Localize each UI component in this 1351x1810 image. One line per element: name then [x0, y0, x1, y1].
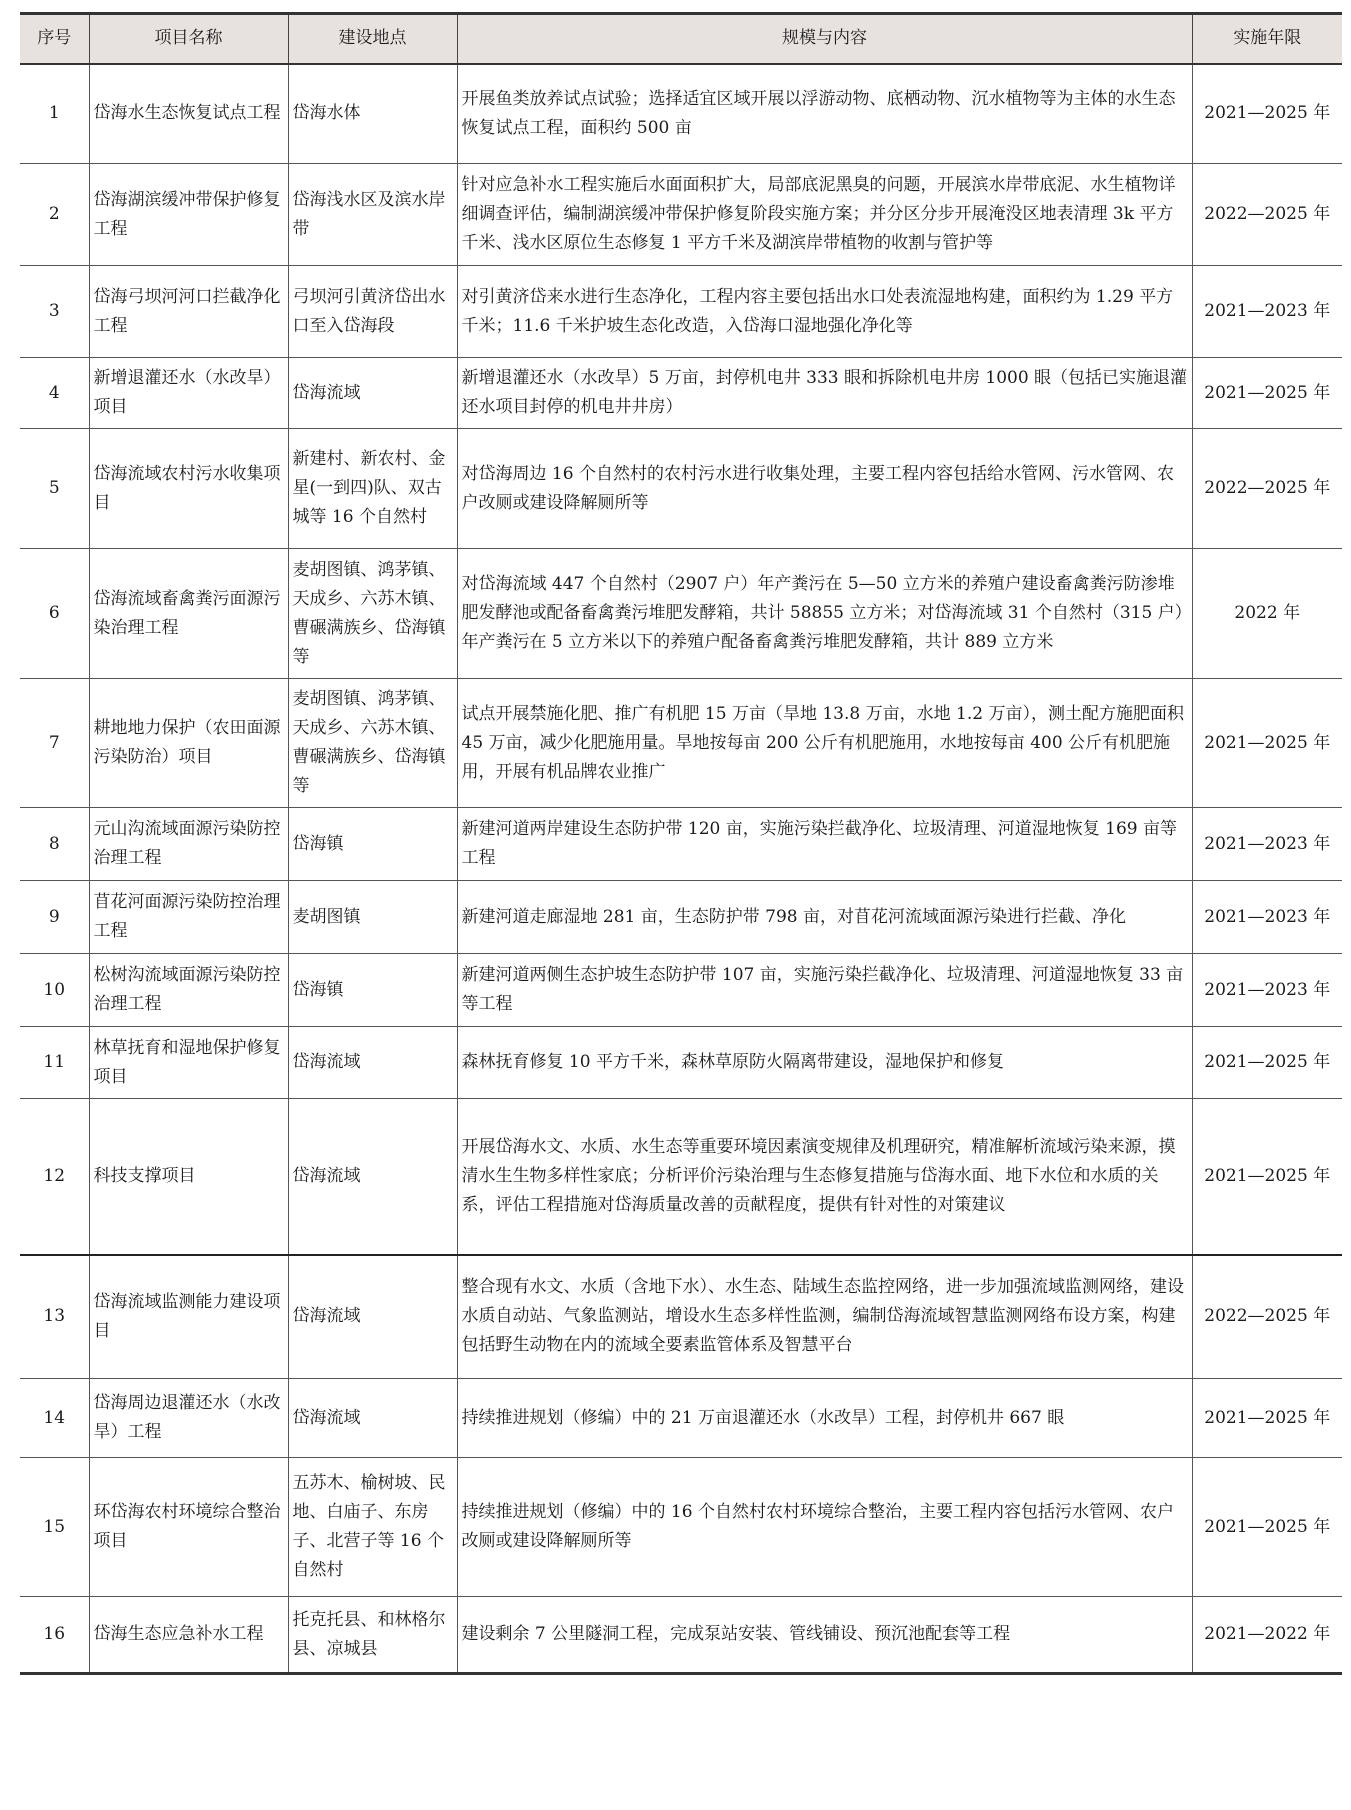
cell-period: 2021—2023 年: [1192, 266, 1342, 358]
cell-period: 2021—2025 年: [1192, 358, 1342, 429]
cell-content: 整合现有水文、水质（含地下水）、水生态、陆域生态监控网络，进一步加强流域监测网络，建设水质自动站、气象监测站，增设水生态多样性监测，编制岱海流域智慧监测网络布设方案，构建包括野生动物在内的流域全要素监管体系及智慧平台: [457, 1255, 1192, 1379]
cell-content: 试点开展禁施化肥、推广有机肥 15 万亩（旱地 13.8 万亩，水地 1.2 万亩），测土配方施肥面积 45 万亩，减少化肥施用量。旱地按每亩 200 公斤有机肥施用，水地按每亩 400 公斤有机肥施用，开展有机品牌农业推广: [457, 679, 1192, 808]
cell-content: 对岱海流域 447 个自然村（2907 户）年产粪污在 5—50 立方米的养殖户建设畜禽粪污防渗堆肥发酵池或配备畜禽粪污堆肥发酵箱，共计 58855 立方米；对岱海流域 31 个自然村（315 户）年产粪污在 5 立方米以下的养殖户配备畜禽粪污堆肥发酵箱，共计 889 立方米: [457, 549, 1192, 679]
cell-location: 岱海水体: [288, 64, 457, 164]
table-row: [20, 1027, 1342, 1099]
cell-content: 新建河道走廊湿地 281 亩，生态防护带 798 亩，对苜花河流域面源污染进行拦截、净化: [457, 881, 1192, 954]
cell-period: 2022 年: [1192, 549, 1342, 679]
table-row: [20, 64, 1342, 164]
cell-seq: 8: [20, 808, 89, 881]
cell-period: 2021—2025 年: [1192, 64, 1342, 164]
table-row: [20, 1597, 1342, 1674]
cell-content: 建设剩余 7 公里隧洞工程，完成泵站安装、管线铺设、预沉池配套等工程: [457, 1597, 1192, 1674]
cell-seq: 15: [20, 1458, 89, 1597]
table-row: [20, 1379, 1342, 1458]
cell-seq: 3: [20, 266, 89, 358]
table-row: [20, 1458, 1342, 1597]
cell-period: 2021—2025 年: [1192, 679, 1342, 808]
cell-location: 岱海流域: [288, 1027, 457, 1099]
cell-period: 2022—2025 年: [1192, 164, 1342, 266]
cell-period: 2021—2023 年: [1192, 808, 1342, 881]
cell-name: 岱海流域畜禽粪污面源污染治理工程: [89, 549, 288, 679]
cell-location: 五苏木、榆树坡、民地、白庙子、东房子、北营子等 16 个自然村: [288, 1458, 457, 1597]
cell-location: 托克托县、和林格尔县、凉城县: [288, 1597, 457, 1674]
project-table-container: [20, 12, 1342, 1675]
cell-content: 开展岱海水文、水质、水生态等重要环境因素演变规律及机理研究，精准解析流域污染来源，摸清水生生物多样性家底；分析评价污染治理与生态修复措施与岱海水面、地下水位和水质的关系，评估工程措施对岱海质量改善的贡献程度，提供有针对性的对策建议: [457, 1099, 1192, 1255]
table-row: [20, 881, 1342, 954]
cell-period: 2021—2023 年: [1192, 881, 1342, 954]
cell-seq: 14: [20, 1379, 89, 1458]
cell-period: 2021—2025 年: [1192, 1027, 1342, 1099]
cell-name: 岱海弓坝河河口拦截净化工程: [89, 266, 288, 358]
table-row: [20, 679, 1342, 808]
cell-location: 弓坝河引黄济岱出水口至入岱海段: [288, 266, 457, 358]
cell-content: 针对应急补水工程实施后水面面积扩大，局部底泥黑臭的问题，开展滨水岸带底泥、水生植物详细调查评估，编制湖滨缓冲带保护修复阶段实施方案；并分区分步开展淹没区地表清理 3k 平方千米、浅水区原位生态修复 1 平方千米及湖滨岸带植物的收割与管护等: [457, 164, 1192, 266]
cell-content: 森林抚育修复 10 平方千米，森林草原防火隔离带建设，湿地保护和修复: [457, 1027, 1192, 1099]
cell-location: 岱海流域: [288, 1379, 457, 1458]
cell-name: 岱海水生态恢复试点工程: [89, 64, 288, 164]
cell-location: 麦胡图镇、鸿茅镇、天成乡、六苏木镇、曹碾满族乡、岱海镇等: [288, 549, 457, 679]
cell-seq: 9: [20, 881, 89, 954]
table-row: [20, 808, 1342, 881]
cell-name: 岱海湖滨缓冲带保护修复工程: [89, 164, 288, 266]
header-period: 实施年限: [1192, 14, 1342, 64]
cell-location: 岱海镇: [288, 808, 457, 881]
cell-content: 对岱海周边 16 个自然村的农村污水进行收集处理，主要工程内容包括给水管网、污水管网、农户改厕或建设降解厕所等: [457, 429, 1192, 549]
cell-location: 麦胡图镇: [288, 881, 457, 954]
cell-name: 元山沟流域面源污染防控治理工程: [89, 808, 288, 881]
cell-name: 科技支撑项目: [89, 1099, 288, 1255]
cell-name: 岱海流域农村污水收集项目: [89, 429, 288, 549]
cell-name: 耕地地力保护（农田面源污染防治）项目: [89, 679, 288, 808]
cell-seq: 7: [20, 679, 89, 808]
cell-content: 对引黄济岱来水进行生态净化，工程内容主要包括出水口处表流湿地构建，面积约为 1.29 平方千米；11.6 千米护坡生态化改造，入岱海口湿地强化净化等: [457, 266, 1192, 358]
cell-seq: 13: [20, 1255, 89, 1379]
cell-content: 新增退灌还水（水改旱）5 万亩，封停机电井 333 眼和拆除机电井房 1000 眼（包括已实施退灌还水项目封停的机电井井房）: [457, 358, 1192, 429]
cell-seq: 11: [20, 1027, 89, 1099]
cell-location: 岱海浅水区及滨水岸带: [288, 164, 457, 266]
cell-period: 2021—2023 年: [1192, 954, 1342, 1027]
cell-seq: 10: [20, 954, 89, 1027]
table-row: [20, 954, 1342, 1027]
cell-location: 新建村、新农村、金星(一到四)队、双古城等 16 个自然村: [288, 429, 457, 549]
cell-seq: 16: [20, 1597, 89, 1674]
cell-seq: 4: [20, 358, 89, 429]
cell-period: 2021—2022 年: [1192, 1597, 1342, 1674]
header-content: 规模与内容: [457, 14, 1192, 64]
header-seq: 序号: [20, 14, 89, 64]
cell-content: 开展鱼类放养试点试验；选择适宜区域开展以浮游动物、底栖动物、沉水植物等为主体的水生态恢复试点工程，面积约 500 亩: [457, 64, 1192, 164]
table-row: [20, 164, 1342, 266]
header-name: 项目名称: [89, 14, 288, 64]
cell-period: 2022—2025 年: [1192, 429, 1342, 549]
table-row: [20, 429, 1342, 549]
cell-seq: 12: [20, 1099, 89, 1255]
table-row: [20, 266, 1342, 358]
cell-period: 2022—2025 年: [1192, 1255, 1342, 1379]
cell-location: 岱海流域: [288, 1255, 457, 1379]
cell-seq: 5: [20, 429, 89, 549]
table-row: [20, 1255, 1342, 1379]
cell-location: 麦胡图镇、鸿茅镇、天成乡、六苏木镇、曹碾满族乡、岱海镇等: [288, 679, 457, 808]
cell-period: 2021—2025 年: [1192, 1458, 1342, 1597]
cell-location: 岱海流域: [288, 358, 457, 429]
cell-location: 岱海镇: [288, 954, 457, 1027]
cell-name: 新增退灌还水（水改旱）项目: [89, 358, 288, 429]
table-row: [20, 549, 1342, 679]
cell-name: 岱海流域监测能力建设项目: [89, 1255, 288, 1379]
cell-content: 持续推进规划（修编）中的 16 个自然村农村环境综合整治，主要工程内容包括污水管网、农户改厕或建设降解厕所等: [457, 1458, 1192, 1597]
cell-name: 林草抚育和湿地保护修复项目: [89, 1027, 288, 1099]
cell-period: 2021—2025 年: [1192, 1379, 1342, 1458]
header-location: 建设地点: [288, 14, 457, 64]
cell-period: 2021—2025 年: [1192, 1099, 1342, 1255]
cell-seq: 6: [20, 549, 89, 679]
cell-location: 岱海流域: [288, 1099, 457, 1255]
cell-name: 岱海生态应急补水工程: [89, 1597, 288, 1674]
cell-name: 岱海周边退灌还水（水改旱）工程: [89, 1379, 288, 1458]
project-table: [20, 12, 1342, 1675]
cell-name: 松树沟流域面源污染防控治理工程: [89, 954, 288, 1027]
cell-name: 苜花河面源污染防控治理工程: [89, 881, 288, 954]
cell-seq: 2: [20, 164, 89, 266]
table-header-row: [20, 14, 1342, 64]
cell-name: 环岱海农村环境综合整治项目: [89, 1458, 288, 1597]
cell-content: 持续推进规划（修编）中的 21 万亩退灌还水（水改旱）工程，封停机井 667 眼: [457, 1379, 1192, 1458]
table-row: [20, 1099, 1342, 1255]
cell-content: 新建河道两侧生态护坡生态防护带 107 亩，实施污染拦截净化、垃圾清理、河道湿地恢复 33 亩等工程: [457, 954, 1192, 1027]
cell-seq: 1: [20, 64, 89, 164]
table-row: [20, 358, 1342, 429]
cell-content: 新建河道两岸建设生态防护带 120 亩，实施污染拦截净化、垃圾清理、河道湿地恢复 169 亩等工程: [457, 808, 1192, 881]
